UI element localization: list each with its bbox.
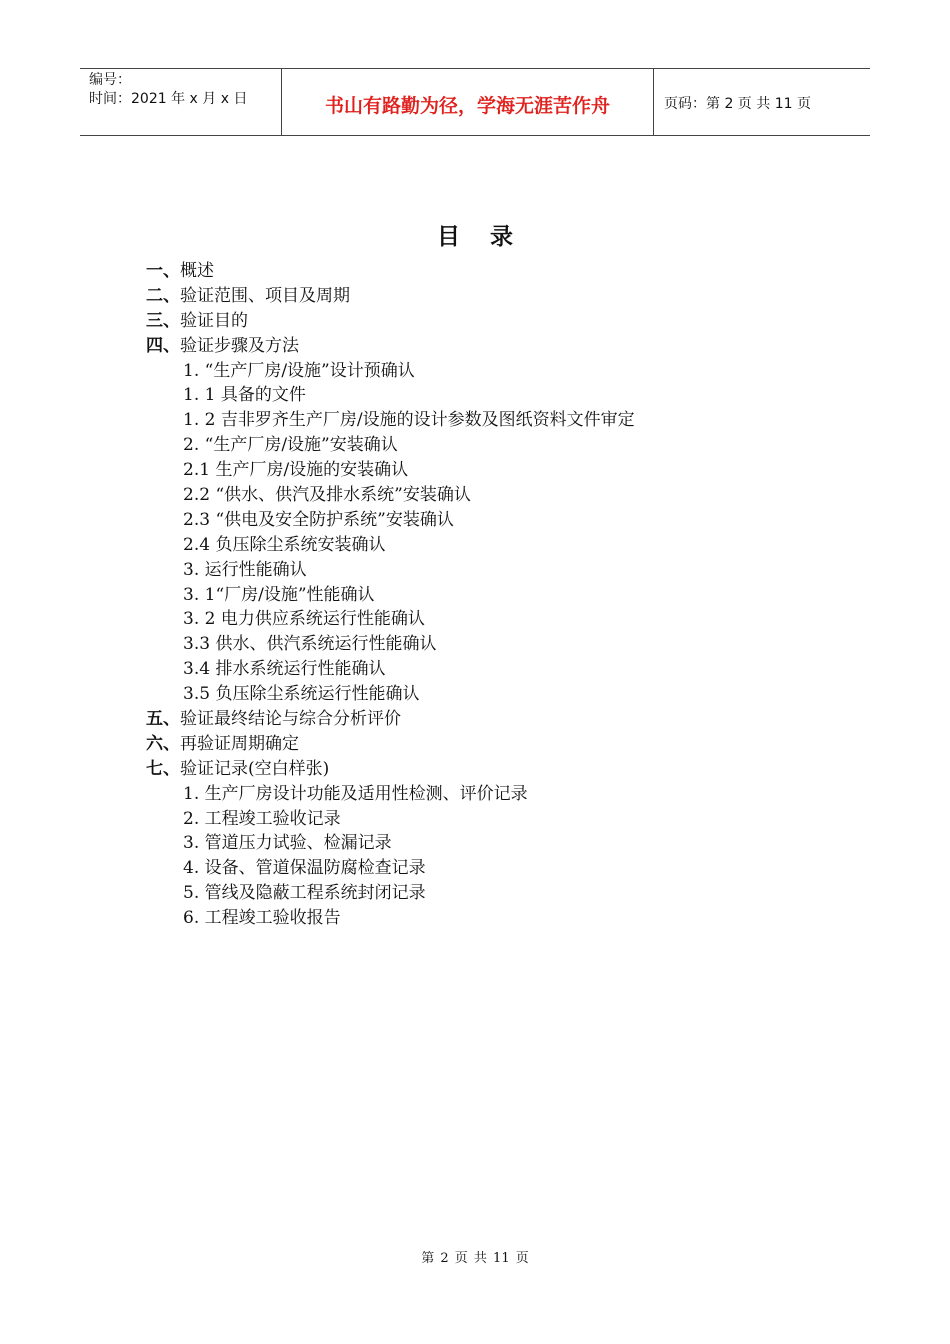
table-of-contents [146, 259, 846, 931]
toc-entry [146, 483, 846, 508]
toc-entry-text: 2.4 负压除尘系统安装确认 [183, 534, 386, 555]
page-footer: 第 2 页 共 11 页 [421, 1251, 529, 1266]
toc-entry-text: 2.3 “供电及安全防护系统”安装确认 [183, 509, 454, 530]
toc-entry [146, 732, 846, 757]
toc-entry [146, 508, 846, 533]
toc-entry-text: 1. 2 吉非罗齐生产厂房/设施的设计参数及图纸资料文件审定 [183, 410, 635, 431]
toc-entry [146, 558, 846, 583]
toc-entry-text: 4. 设备、管道保温防腐检查记录 [183, 858, 426, 879]
toc-entry [146, 807, 846, 832]
toc-entry-text: 1. 1 具备的文件 [183, 385, 306, 406]
toc-entry-text: 6. 工程竣工验收报告 [183, 908, 341, 929]
toc-entry-text: 3.4 排水系统运行性能确认 [183, 659, 386, 680]
toc-entry-number: 一、 [146, 261, 180, 281]
toc-entry [146, 583, 846, 608]
toc-entry-number: 二、 [146, 285, 180, 306]
toc-entry-text: 验证记录(空白样张) [180, 758, 330, 779]
toc-entry-text: 3. 运行性能确认 [183, 559, 307, 580]
toc-entry-text: 2.1 生产厂房/设施的安装确认 [183, 460, 409, 481]
header-page-info: 页码：第 2 页 共 11 页 [664, 96, 811, 112]
toc-entry [146, 782, 846, 807]
toc-entry-text: 1. 生产厂房设计功能及适用性检测、评价记录 [183, 783, 528, 804]
toc-entry [146, 906, 846, 931]
toc-entry-text: 再验证周期确定 [180, 733, 299, 754]
toc-entry-text: 概述 [180, 261, 214, 281]
header-motto: 书山有路勤为径，学海无涯苦作舟 [282, 69, 654, 135]
toc-entry [146, 632, 846, 657]
toc-entry-text: 3.3 供水、供汽系统运行性能确认 [183, 634, 437, 655]
toc-entry-text: 验证步骤及方法 [180, 335, 299, 356]
toc-entry [146, 657, 846, 682]
toc-entry [146, 408, 846, 433]
toc-entry-text: 2. “生产厂房/设施”安装确认 [183, 435, 398, 456]
toc-entry-text: 1. “生产厂房/设施”设计预确认 [183, 360, 415, 381]
header-info-cell [80, 69, 282, 135]
toc-entry [146, 458, 846, 483]
toc-entry [146, 757, 846, 782]
toc-entry [146, 359, 846, 384]
toc-entry-number: 三、 [146, 310, 180, 331]
document-time-label: 时间：2021 年 x 月 x 日 [89, 91, 248, 107]
toc-entry-number: 五、 [146, 709, 180, 730]
toc-entry [146, 533, 846, 558]
toc-entry-text: 2. 工程竣工验收记录 [183, 808, 341, 829]
toc-entry-number: 六、 [146, 733, 180, 754]
toc-entry [146, 383, 846, 408]
toc-entry [146, 334, 846, 359]
toc-entry [146, 433, 846, 458]
toc-entry [146, 682, 846, 707]
toc-entry-text: 2.2 “供水、供汽及排水系统”安装确认 [183, 485, 471, 506]
document-number-label: 编号： [89, 72, 131, 88]
toc-entry [146, 607, 846, 632]
page-header-table [80, 68, 870, 136]
toc-entry [146, 259, 846, 284]
toc-entry-text: 3. 1“厂房/设施”性能确认 [183, 584, 375, 605]
toc-entry-text: 3.5 负压除尘系统运行性能确认 [183, 684, 420, 705]
toc-entry [146, 309, 846, 334]
toc-entry [146, 881, 846, 906]
toc-entry [146, 856, 846, 881]
toc-entry-text: 验证范围、项目及周期 [180, 285, 350, 306]
toc-entry-text: 验证最终结论与综合分析评价 [180, 709, 401, 730]
page-title: 目录 [437, 224, 543, 250]
toc-entry-text: 3. 2 电力供应系统运行性能确认 [183, 609, 425, 630]
toc-entry-number: 四、 [146, 335, 180, 356]
toc-entry-number: 七、 [146, 758, 180, 779]
toc-entry [146, 284, 846, 309]
toc-entry [146, 831, 846, 856]
toc-entry [146, 707, 846, 732]
toc-entry-text: 验证目的 [180, 310, 248, 331]
toc-entry-text: 5. 管线及隐蔽工程系统封闭记录 [183, 883, 426, 904]
toc-entry-text: 3. 管道压力试验、检漏记录 [183, 833, 392, 854]
